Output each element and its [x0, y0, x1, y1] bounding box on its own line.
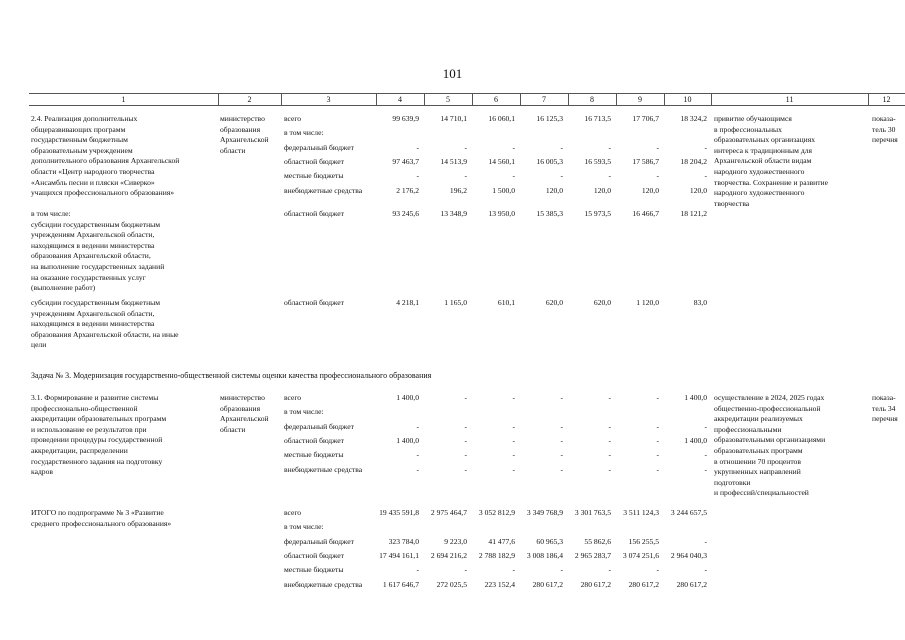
row-title-line: ИТОГО по подпрограмме № 3 «Развитие [31, 508, 164, 517]
value-cell: 3 244 657,5 [670, 508, 707, 517]
row-title-line: находящимся в ведении министерства [31, 240, 155, 250]
result-line: укрупненных направлений [714, 467, 801, 477]
funding-source: местные бюджеты [284, 565, 344, 575]
value-cell: 16 593,5 [584, 156, 611, 166]
value-cell: 14 513,9 [440, 156, 467, 166]
header-col-3: 3 [326, 95, 331, 104]
funding-source: областной бюджет [284, 435, 344, 445]
result-line: творчества. Сохранение и развитие [714, 177, 828, 187]
row-title-line: аккредитации образовательных программ [31, 414, 167, 424]
value-cell: 2 176,2 [396, 185, 419, 195]
value-cell: 3 008 186,4 [526, 550, 563, 560]
value-cell: - [656, 435, 659, 445]
funding-source: областной бюджет [284, 156, 344, 166]
header-col-8: 8 [590, 95, 594, 104]
value-cell: 83,0 [693, 298, 707, 307]
funding-source: областной бюджет [284, 298, 344, 307]
result-line: интереса к традиционным для [714, 145, 813, 155]
row-title-line: кадров [31, 467, 53, 477]
value-cell: 156 255,5 [628, 536, 659, 546]
row-title-line: 3.1. Формирование и развитие системы [31, 393, 159, 402]
value-cell: 14 560,1 [488, 156, 515, 166]
executor-line: области [220, 424, 246, 434]
value-cell: 280 617,2 [580, 579, 611, 589]
value-cell: - [464, 450, 467, 460]
row-title-line: учреждениям Архангельской области, [31, 230, 155, 240]
value-cell: 272 025,5 [436, 579, 467, 589]
value-cell: 16 713,5 [584, 114, 611, 123]
value-cell: 19 435 591,8 [379, 508, 419, 517]
row-title-line: 2.4. Реализация дополнительных [31, 114, 138, 123]
value-cell: 120,0 [593, 185, 611, 195]
header-col-7: 7 [542, 95, 546, 104]
value-cell: - [608, 450, 611, 460]
row-title-line: среднего профессионального образования» [31, 518, 172, 528]
value-cell: 620,0 [593, 298, 611, 307]
row-title-line: образования Архангельской области, на иные [31, 329, 179, 339]
funding-source: внебюджетные средства [284, 579, 363, 589]
result-line: и профессий/специальностей [714, 488, 809, 498]
value-cell: 60 965,3 [536, 536, 563, 546]
value-cell: 223 152,4 [484, 579, 515, 589]
funding-source: федеральный бюджет [284, 421, 354, 431]
funding-source: федеральный бюджет [284, 142, 354, 152]
executor-line: области [220, 145, 246, 155]
row-title-line: государственного задания на подготовку [31, 456, 163, 466]
value-cell: 97 463,7 [392, 156, 419, 166]
value-cell: 16 060,1 [488, 114, 515, 123]
row-title-line: субсидии государственным бюджетным [31, 219, 161, 229]
value-cell: 280 617,2 [628, 579, 659, 589]
value-cell: - [416, 421, 419, 431]
funding-source: областной бюджет [284, 550, 344, 560]
value-cell: 18 121,2 [680, 209, 707, 218]
value-cell: - [704, 536, 707, 546]
value-cell: - [512, 565, 515, 575]
value-cell: 120,0 [545, 185, 563, 195]
row-title-line: профессионально-общественной [31, 403, 138, 413]
value-cell: - [656, 142, 659, 152]
executor-line: министерство [220, 393, 265, 402]
value-cell: - [608, 393, 611, 402]
result-line: народного художественного [714, 188, 805, 198]
value-cell: 99 639,9 [392, 114, 419, 123]
funding-source: в том числе: [284, 128, 324, 138]
result-line: народного художественного [714, 167, 805, 176]
row-title-line: дополнительного образования Архангельской [31, 156, 180, 166]
result-line: аккредитации реализуемых [714, 414, 803, 424]
result-line: образовательных организациях [714, 135, 816, 145]
indicator-line: показа- [872, 393, 896, 402]
table-header-row [29, 93, 905, 106]
result-line: образовательными организациями [714, 435, 826, 445]
funding-source: всего [284, 393, 302, 402]
result-line: осуществление в 2024, 2025 годах [714, 393, 825, 402]
result-line: в отношении 70 процентов [714, 456, 801, 466]
value-cell: - [656, 393, 659, 402]
value-cell: - [416, 464, 419, 474]
row-title-line: на выполнение государственных заданий [31, 262, 165, 271]
row-title-line: общеразвивающих программ [31, 124, 126, 134]
value-cell: 16 466,7 [632, 209, 659, 218]
result-line: образовательных программ [714, 446, 803, 455]
value-cell: 93 245,6 [392, 209, 419, 218]
value-cell: - [704, 450, 707, 460]
result-line: творчества [714, 198, 750, 208]
value-cell: - [464, 464, 467, 474]
value-cell: - [416, 171, 419, 181]
value-cell: 15 973,5 [584, 209, 611, 218]
value-cell: 1 165,0 [444, 298, 467, 307]
result-line: в профессиональных [714, 124, 782, 134]
funding-source: внебюджетные средства [284, 464, 363, 474]
result-line: общественно-профессиональной [714, 403, 821, 413]
value-cell: - [512, 464, 515, 474]
row-title-line: учащихся профессионального образования» [31, 188, 175, 198]
executor-line: образования [220, 124, 261, 134]
header-col-5: 5 [446, 95, 450, 104]
value-cell: 16 125,3 [536, 114, 563, 123]
row-title-line: находящимся в ведении министерства [31, 319, 155, 329]
value-cell: - [464, 435, 467, 445]
value-cell: 3 511 124,3 [623, 508, 659, 517]
value-cell: 2 965 283,7 [574, 550, 611, 560]
row-title-line: образовательным учреждением [31, 145, 133, 155]
value-cell: - [416, 565, 419, 575]
funding-source: в том числе: [284, 522, 324, 532]
value-cell: 2 694 216,2 [430, 550, 467, 560]
row-title-line: в том числе: [31, 209, 71, 218]
indicator-line: тель 30 [872, 124, 896, 134]
value-cell: - [656, 450, 659, 460]
result-line: профессиональными [714, 424, 782, 434]
value-cell: - [464, 171, 467, 181]
row-title-line: субсидии государственным бюджетным [31, 298, 161, 307]
value-cell: 120,0 [641, 185, 659, 195]
value-cell: 280 617,2 [532, 579, 563, 589]
row-title-line: образования Архангельской области, [31, 251, 151, 261]
value-cell: 3 349 768,9 [526, 508, 563, 517]
value-cell: - [704, 565, 707, 575]
header-col-11: 11 [785, 95, 794, 104]
row-title-line: области «Центр народного творчества [31, 167, 155, 176]
value-cell: - [416, 142, 419, 152]
value-cell: - [608, 421, 611, 431]
value-cell: - [560, 142, 563, 152]
value-cell: - [512, 421, 515, 431]
value-cell: - [656, 171, 659, 181]
value-cell: - [464, 393, 467, 402]
value-cell: 2 788 182,9 [478, 550, 515, 560]
value-cell: - [560, 171, 563, 181]
value-cell: - [560, 421, 563, 431]
row-title-line: проведении процедуры государственной [31, 435, 163, 445]
result-line: привитие обучающимся [714, 114, 792, 123]
value-cell: 1 400,0 [396, 393, 419, 402]
value-cell: 17 494 161,1 [379, 550, 419, 560]
row-title-line: на оказание государственных услуг [31, 272, 146, 282]
value-cell: 1 400,0 [396, 435, 419, 445]
value-cell: 9 223,0 [444, 536, 467, 546]
funding-source: всего [284, 114, 302, 123]
value-cell: 4 218,1 [396, 298, 419, 307]
value-cell: 1 500,0 [492, 185, 515, 195]
executor-line: образования [220, 403, 261, 413]
value-cell: - [464, 142, 467, 152]
page-number: 101 [442, 66, 463, 81]
value-cell: - [704, 421, 707, 431]
value-cell: 1 120,0 [636, 298, 659, 307]
value-cell: - [464, 421, 467, 431]
value-cell: - [656, 421, 659, 431]
header-col-9: 9 [638, 95, 642, 104]
value-cell: 3 074 251,6 [622, 550, 659, 560]
row-title-line: (выполнение работ) [31, 283, 96, 293]
funding-source: всего [284, 508, 302, 517]
value-cell: 13 348,9 [440, 209, 467, 218]
value-cell: 1 400,0 [684, 393, 707, 402]
value-cell: - [512, 450, 515, 460]
value-cell: 2 975 464,7 [430, 508, 467, 517]
value-cell: - [416, 450, 419, 460]
value-cell: 2 964 040,3 [670, 550, 707, 560]
value-cell: 17 706,7 [632, 114, 659, 123]
row-title-line: и использование ее результатов при [31, 424, 147, 434]
value-cell: - [608, 171, 611, 181]
value-cell: 1 400,0 [684, 435, 707, 445]
row-title-line: государственным бюджетным [31, 135, 128, 145]
value-cell: - [704, 142, 707, 152]
value-cell: - [608, 435, 611, 445]
value-cell: 16 005,3 [536, 156, 563, 166]
value-cell: 323 784,0 [388, 536, 419, 546]
executor-line: Архангельской [220, 135, 269, 145]
value-cell: - [608, 464, 611, 474]
value-cell: 120,0 [689, 185, 707, 195]
funding-source: федеральный бюджет [284, 536, 354, 546]
funding-source: внебюджетные средства [284, 185, 363, 195]
indicator-line: тель 34 [872, 403, 896, 413]
value-cell: - [560, 435, 563, 445]
value-cell: - [464, 565, 467, 575]
header-col-12: 12 [882, 95, 891, 104]
row-title-line: учреждениям Архангельской области, [31, 308, 155, 318]
value-cell: 15 385,3 [536, 209, 563, 218]
header-col-2: 2 [247, 95, 252, 104]
header-col-10: 10 [683, 95, 692, 104]
value-cell: - [704, 464, 707, 474]
value-cell: - [512, 171, 515, 181]
value-cell: 620,0 [545, 298, 563, 307]
header-col-1: 1 [121, 95, 126, 104]
indicator-line: перечня [872, 414, 898, 424]
value-cell: - [512, 435, 515, 445]
value-cell: 55 862,6 [584, 536, 611, 546]
value-cell: - [704, 171, 707, 181]
value-cell: 3 301 763,5 [574, 508, 611, 517]
header-col-4: 4 [398, 95, 402, 104]
value-cell: 18 324,2 [680, 114, 707, 123]
value-cell: 3 052 812,9 [478, 508, 515, 517]
executor-line: министерство [220, 114, 265, 123]
value-cell: - [560, 464, 563, 474]
funding-source: местные бюджеты [284, 450, 344, 460]
result-line: Архангельской области видам [714, 156, 812, 166]
value-cell: - [608, 565, 611, 575]
task-title: Задача № 3. Модернизация государственно-общественной системы оценки качества профессионального образования [31, 371, 432, 380]
value-cell: 18 204,2 [680, 156, 707, 166]
indicator-line: перечня [872, 135, 898, 145]
executor-line: Архангельской [220, 414, 269, 424]
value-cell: - [560, 393, 563, 402]
row-title-line: цели [31, 340, 47, 350]
value-cell: 1 617 646,7 [382, 579, 419, 589]
value-cell: 196,2 [449, 185, 467, 195]
value-cell: 41 477,6 [488, 536, 515, 546]
indicator-line: показа- [872, 114, 896, 123]
value-cell: 280 617,2 [676, 579, 707, 589]
value-cell: - [560, 450, 563, 460]
value-cell: - [512, 142, 515, 152]
value-cell: 14 710,1 [440, 114, 467, 123]
funding-source: областной бюджет [284, 209, 344, 218]
row-title-line: аккредитации, распределении [31, 446, 128, 455]
result-line: подготовки [714, 477, 751, 487]
funding-source: в том числе: [284, 407, 324, 417]
value-cell: - [656, 464, 659, 474]
funding-source: местные бюджеты [284, 171, 344, 181]
value-cell: - [656, 565, 659, 575]
value-cell: - [608, 142, 611, 152]
header-col-6: 6 [494, 95, 498, 104]
row-title-line: «Ансамбль песни и пляски «Сиверко» [31, 177, 155, 187]
value-cell: - [512, 393, 515, 402]
value-cell: 13 950,0 [488, 209, 515, 218]
value-cell: - [560, 565, 563, 575]
value-cell: 610,1 [497, 298, 515, 307]
value-cell: 17 586,7 [632, 156, 659, 166]
